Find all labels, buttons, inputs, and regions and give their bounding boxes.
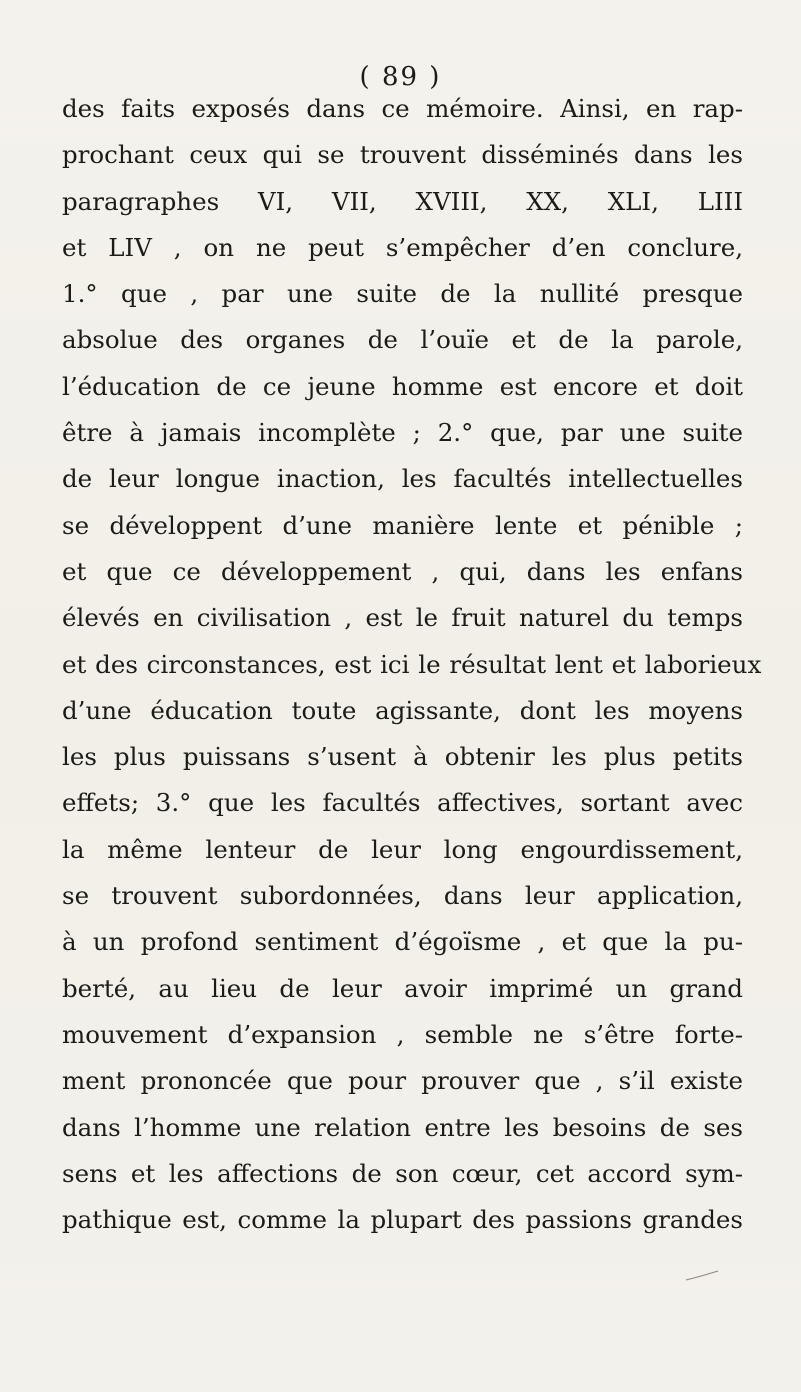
text-line: l’éducation de ce jeune homme est encore et doit <box>62 371 743 401</box>
page-number: ( 89 ) <box>359 62 442 92</box>
text-line: se développent d’une manière lente et pénible ; <box>62 510 743 540</box>
text-line: sens et les affections de son cœur, cet accord sym- <box>62 1158 743 1188</box>
text-line: d’une éducation toute agissante, dont les moyens <box>62 695 743 725</box>
text-line: se trouvent subordonnées, dans leur application, <box>62 881 743 911</box>
page-body-text <box>62 86 762 1243</box>
text-line: dans l’homme une relation entre les besoins de ses <box>62 1112 743 1142</box>
text-line: élevés en civilisation , est le fruit naturel du temps <box>62 603 743 633</box>
text-line: paragraphes VI, VII, XVIII, XX, XLI, LIII <box>62 186 743 216</box>
text-line: ment prononcée que pour prouver que , s’il existe <box>62 1066 743 1096</box>
text-line: les plus puissans s’usent à obtenir les plus petits <box>62 742 743 772</box>
text-line: pathique est, comme la plupart des passions grandes <box>62 1205 743 1235</box>
text-line: et LIV , on ne peut s’empêcher d’en conclure, <box>62 232 743 262</box>
text-line: à un profond sentiment d’égoïsme , et que la pu- <box>62 927 743 957</box>
ink-stroke-icon <box>684 1270 720 1282</box>
text-line: de leur longue inaction, les facultés intellectuelles <box>62 464 743 494</box>
text-line: berté, au lieu de leur avoir imprimé un grand <box>62 973 743 1003</box>
text-line: mouvement d’expansion , semble ne s’être forte- <box>62 1019 743 1049</box>
text-line: des faits exposés dans ce mémoire. Ainsi, en rap- <box>62 94 743 123</box>
text-line: 1.° que , par une suite de la nullité presque <box>62 279 743 309</box>
text-line: et des circonstances, est ici le résultat lent et laborieux <box>62 649 762 679</box>
text-line: être à jamais incomplète ; 2.° que, par une suite <box>62 418 743 448</box>
ink-stroke-mark <box>684 1270 720 1282</box>
text-line: et que ce développement , qui, dans les enfans <box>62 556 743 586</box>
text-line: la même lenteur de leur long engourdissement, <box>62 834 743 864</box>
text-line: absolue des organes de l’ouïe et de la parole, <box>62 325 743 355</box>
text-line: prochant ceux qui se trouvent disséminés dans les <box>62 140 743 170</box>
text-line: effets; 3.° que les facultés affectives, sortant avec <box>62 788 743 818</box>
